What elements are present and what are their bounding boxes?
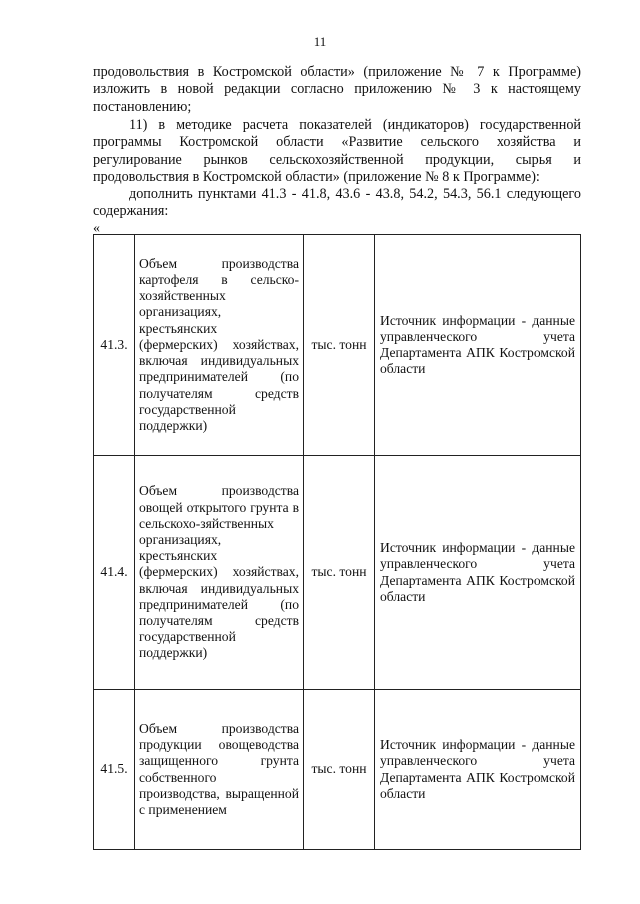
item-11-text: 11) в методике расчета показателей (индикаторов) государственной программы Костромской области «Развитие сельского хозяйства и регулирование рынков сельскохозяйственной продукции, сырья и продовольствия в Костромской области» (приложение № 8 к Программе): xyxy=(93,117,581,186)
supplement-text: дополнить пунктами 41.3 - 41.8, 43.6 - 43.8, 54.2, 54.3, 56.1 следующего содержания: xyxy=(93,186,581,220)
table-row xyxy=(94,235,581,456)
row-number: 41.5. xyxy=(94,690,135,850)
indicators-table xyxy=(93,234,581,850)
unit-of-measure: тыс. тонн xyxy=(304,690,375,850)
intro-text: продовольствия в Костромской области» (приложение № 7 к Программе) изложить в новой редакции согласно приложению № 3 к настоящему постановлению; xyxy=(93,64,581,115)
page-number: 11 xyxy=(313,34,327,49)
data-source: Источник информации - данные управленческого учета Департамента АПК Костромской области xyxy=(375,456,581,690)
row-number: 41.3. xyxy=(94,235,135,456)
indicator-name: Объем производства продукции овощеводства защищенного грунта собственного производства, выращенной с применением xyxy=(135,690,304,850)
row-number: 41.4. xyxy=(94,456,135,690)
intro-paragraph xyxy=(93,64,581,116)
table-row xyxy=(94,690,581,850)
unit-of-measure: тыс. тонн xyxy=(304,235,375,456)
unit-of-measure: тыс. тонн xyxy=(304,456,375,690)
indicator-name: Объем производства овощей открытого грунта в сельскохо-зяйственных организациях, крестьянских (фермерских) хозяйствах, включая индивидуальных предпринимателей (по получателям средств государственной поддержки) xyxy=(135,456,304,690)
supplement-paragraph xyxy=(93,186,581,221)
item-11-paragraph xyxy=(93,117,581,187)
opening-quote: « xyxy=(93,221,100,236)
indicator-name: Объем производства картофеля в сельско-хозяйственных организациях, крестьянских (фермерских) хозяйствах, включая индивидуальных предпринимателей (по получателям средств государственной поддержки) xyxy=(135,235,304,456)
data-source: Источник информации - данные управленческого учета Департамента АПК Костромской области xyxy=(375,235,581,456)
data-source: Источник информации - данные управленческого учета Департамента АПК Костромской области xyxy=(375,690,581,850)
table-row xyxy=(94,456,581,690)
